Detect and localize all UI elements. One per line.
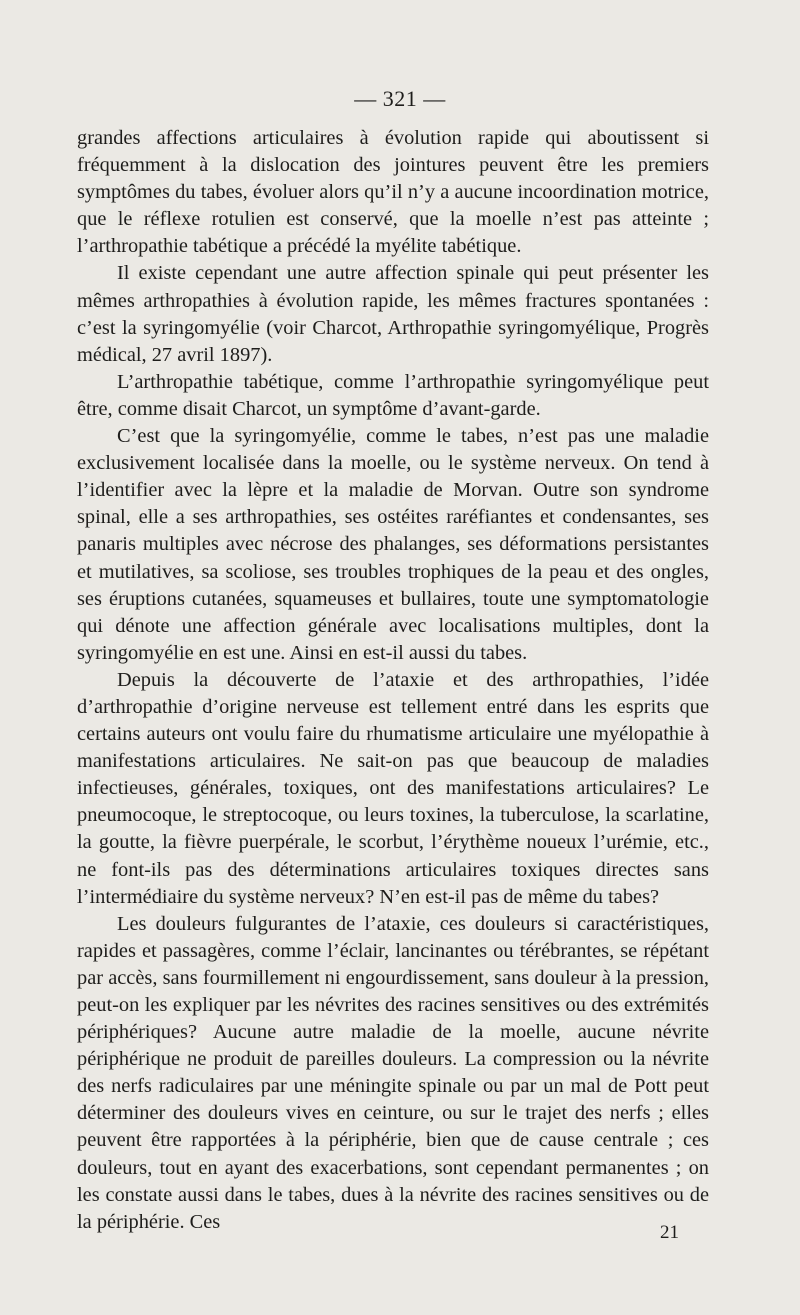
paragraph: grandes affections articulaires à évolution rapide qui aboutissent si fréquemment à la dislocation des jointures peuvent être les premiers symptômes du tabes, évoluer alors qu’il n’y a aucune incoordination motrice, que le réflexe rotulien est conservé, que la moelle n’est pas atteinte ; l’arthropathie tabétique a précédé la myélite tabétique. xyxy=(77,127,709,258)
signature-mark: 21 xyxy=(660,1222,679,1243)
paragraph: Il existe cependant une autre affection spinale qui peut présenter les mêmes arthropathies à évolution rapide, les mêmes fractures spontanées : c’est la syringomyélie (voir Charcot, Arthropathie syringomyélique, Progrès médical, 27 avril 1897). xyxy=(77,262,709,366)
paragraph: Les douleurs fulgurantes de l’ataxie, ces douleurs si caractéristiques, rapides et passagères, comme l’éclair, lancinantes ou térébrantes, se répétant par accès, sans fourmillement ni engourdissement, sans douleur à la pression, peut-on les expliquer par les névrites des racines sensitives ou des extrémités périphériques? Aucune autre maladie de la moelle, aucune névrite périphérique ne produit de pareilles douleurs. La compression ou la névrite des nerfs radiculaires par une méningite spinale ou par un mal de Pott peut déterminer des douleurs vives en ceinture, ou sur le trajet des nerfs ; elles peuvent être rapportées à la périphérie, bien que de cause centrale ; ces douleurs, tout en ayant des exacerbations, sont cependant permanentes ; on les constate aussi dans le tabes, dues à la névrite des racines sensitives ou de la périphérie. Ces xyxy=(77,912,709,1233)
paragraph: C’est que la syringomyélie, comme le tabes, n’est pas une maladie exclusivement localisée dans la moelle, ou le système nerveux. On tend à l’identifier avec la lèpre et la maladie de Morvan. Outre son syndrome spinal, elle a ses arthropathies, ses ostéites raréfiantes et condensantes, ses panaris multiples avec nécrose des phalanges, ses déformations persistantes et mutilatives, sa scoliose, ses troubles trophiques de la peau et des ongles, ses éruptions cutanées, squameuses et bullaires, toute une symptomatologie qui dénote une affection générale avec localisations multiples, dont la syringomyélie en est une. Ainsi en est-il aussi du tabes. xyxy=(77,425,709,664)
body-text xyxy=(77,125,709,1236)
paragraph: Depuis la découverte de l’ataxie et des arthropathies, l’idée d’arthropathie d’origine nerveuse est tellement entré dans les esprits que certains auteurs ont voulu faire du rhumatisme articulaire une myélopathie à manifestations articulaires. Ne sait-on pas que beaucoup de maladies infectieuses, générales, toxiques, ont des manifestations articulaires? Le pneumocoque, le streptocoque, ou leurs toxines, la tuberculose, la scarlatine, la goutte, la fièvre puerpérale, le scorbut, l’érythème noueux l’urémie, etc., ne font-ils pas des déterminations articulaires toxiques directes sans l’intermédiaire du système nerveux? N’en est-il pas de même du tabes? xyxy=(77,668,709,908)
paragraph: L’arthropathie tabétique, comme l’arthropathie syringomyélique peut être, comme disait Charcot, un symptôme d’avant-garde. xyxy=(77,370,709,420)
page-number: — 321 — xyxy=(354,86,446,111)
